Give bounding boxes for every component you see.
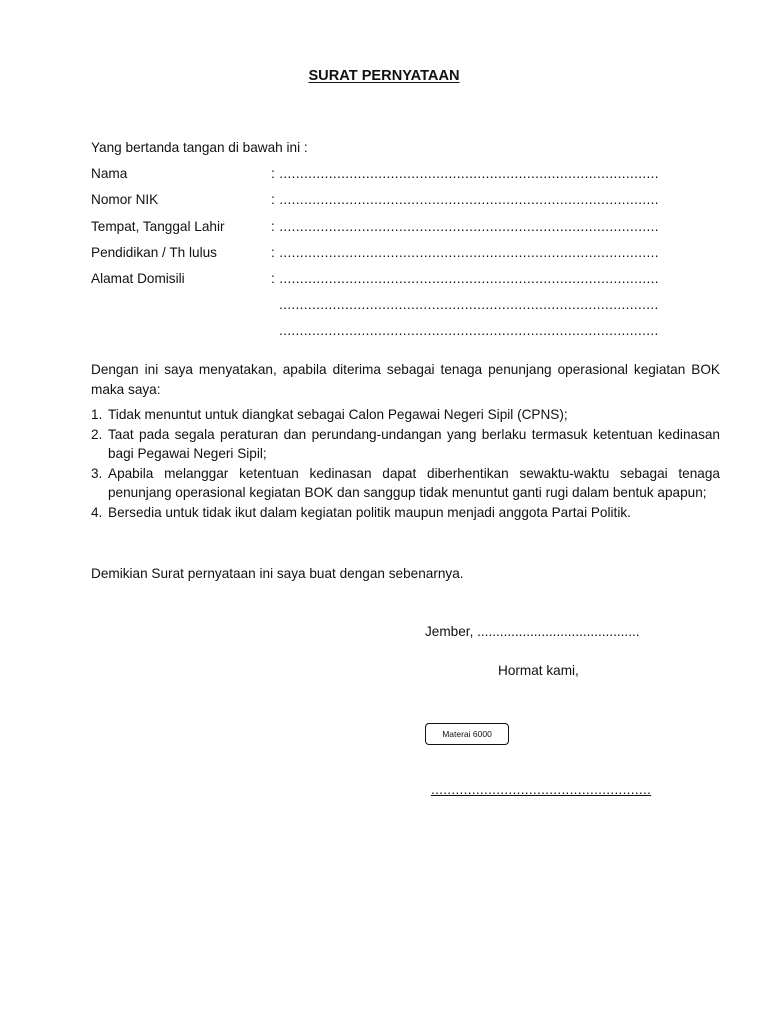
document-title: SURAT PERNYATAAN — [308, 68, 460, 84]
list-item-number: 2. — [91, 426, 103, 442]
field-label-nama: Nama — [91, 166, 128, 181]
list-item-number: 3. — [91, 465, 103, 481]
regards-text: Hormat kami, — [498, 663, 579, 678]
statement-list — [91, 405, 720, 522]
list-item-text: Apabila melanggar ketentuan kedinasan dapat diberhentikan sewaktu-waktu sebagai tenaga penunjang operasional kegiatan BOK dan sanggup tidak menuntut ganti rugi dalam bentuk apapun; — [108, 465, 720, 500]
field-label-education: Pendidikan / Th lulus — [91, 245, 217, 260]
closing-text: Demikian Surat pernyataan ini saya buat dengan sebenarnya. — [91, 566, 464, 581]
list-item — [91, 503, 720, 523]
field-value-nik: : ............................................................................................ — [271, 192, 659, 207]
field-value-nama: : ............................................................................................ — [271, 166, 659, 181]
signature-line: ...................................................... — [431, 782, 652, 797]
field-value-education: : ............................................................................................ — [271, 245, 659, 260]
materai-stamp-box: Materai 6000 — [425, 723, 509, 745]
field-value-birth: : ............................................................................................ — [271, 219, 659, 234]
field-value-address: : ............................................................................................ — [271, 271, 659, 286]
address-line-3: ............................................................................................ — [279, 323, 659, 338]
field-label-nik: Nomor NIK — [91, 192, 159, 207]
field-label-address: Alamat Domisili — [91, 271, 185, 286]
list-item — [91, 405, 720, 425]
list-item-text: Tidak menuntut untuk diangkat sebagai Calon Pegawai Negeri Sipil (CPNS); — [108, 407, 568, 422]
list-item-text: Bersedia untuk tidak ikut dalam kegiatan politik maupun menjadi anggota Partai Politik. — [108, 504, 631, 520]
intro-text: Yang bertanda tangan di bawah ini : — [91, 140, 308, 155]
field-label-birth: Tempat, Tanggal Lahir — [91, 219, 225, 234]
address-line-2: ............................................................................................ — [279, 297, 659, 312]
list-item — [91, 464, 720, 503]
list-item — [91, 425, 720, 464]
place-date: Jember, ........................................... — [425, 624, 640, 639]
list-item-number: 1. — [91, 407, 103, 422]
statement-paragraph: Dengan ini saya menyatakan, apabila diterima sebagai tenaga penunjang operasional kegiatan BOK maka saya: — [91, 362, 720, 397]
list-item-number: 4. — [91, 504, 103, 520]
list-item-text: Taat pada segala peraturan dan perundang-undangan yang berlaku termasuk ketentuan kedinasan bagi Pegawai Negeri Sipil; — [108, 426, 720, 461]
